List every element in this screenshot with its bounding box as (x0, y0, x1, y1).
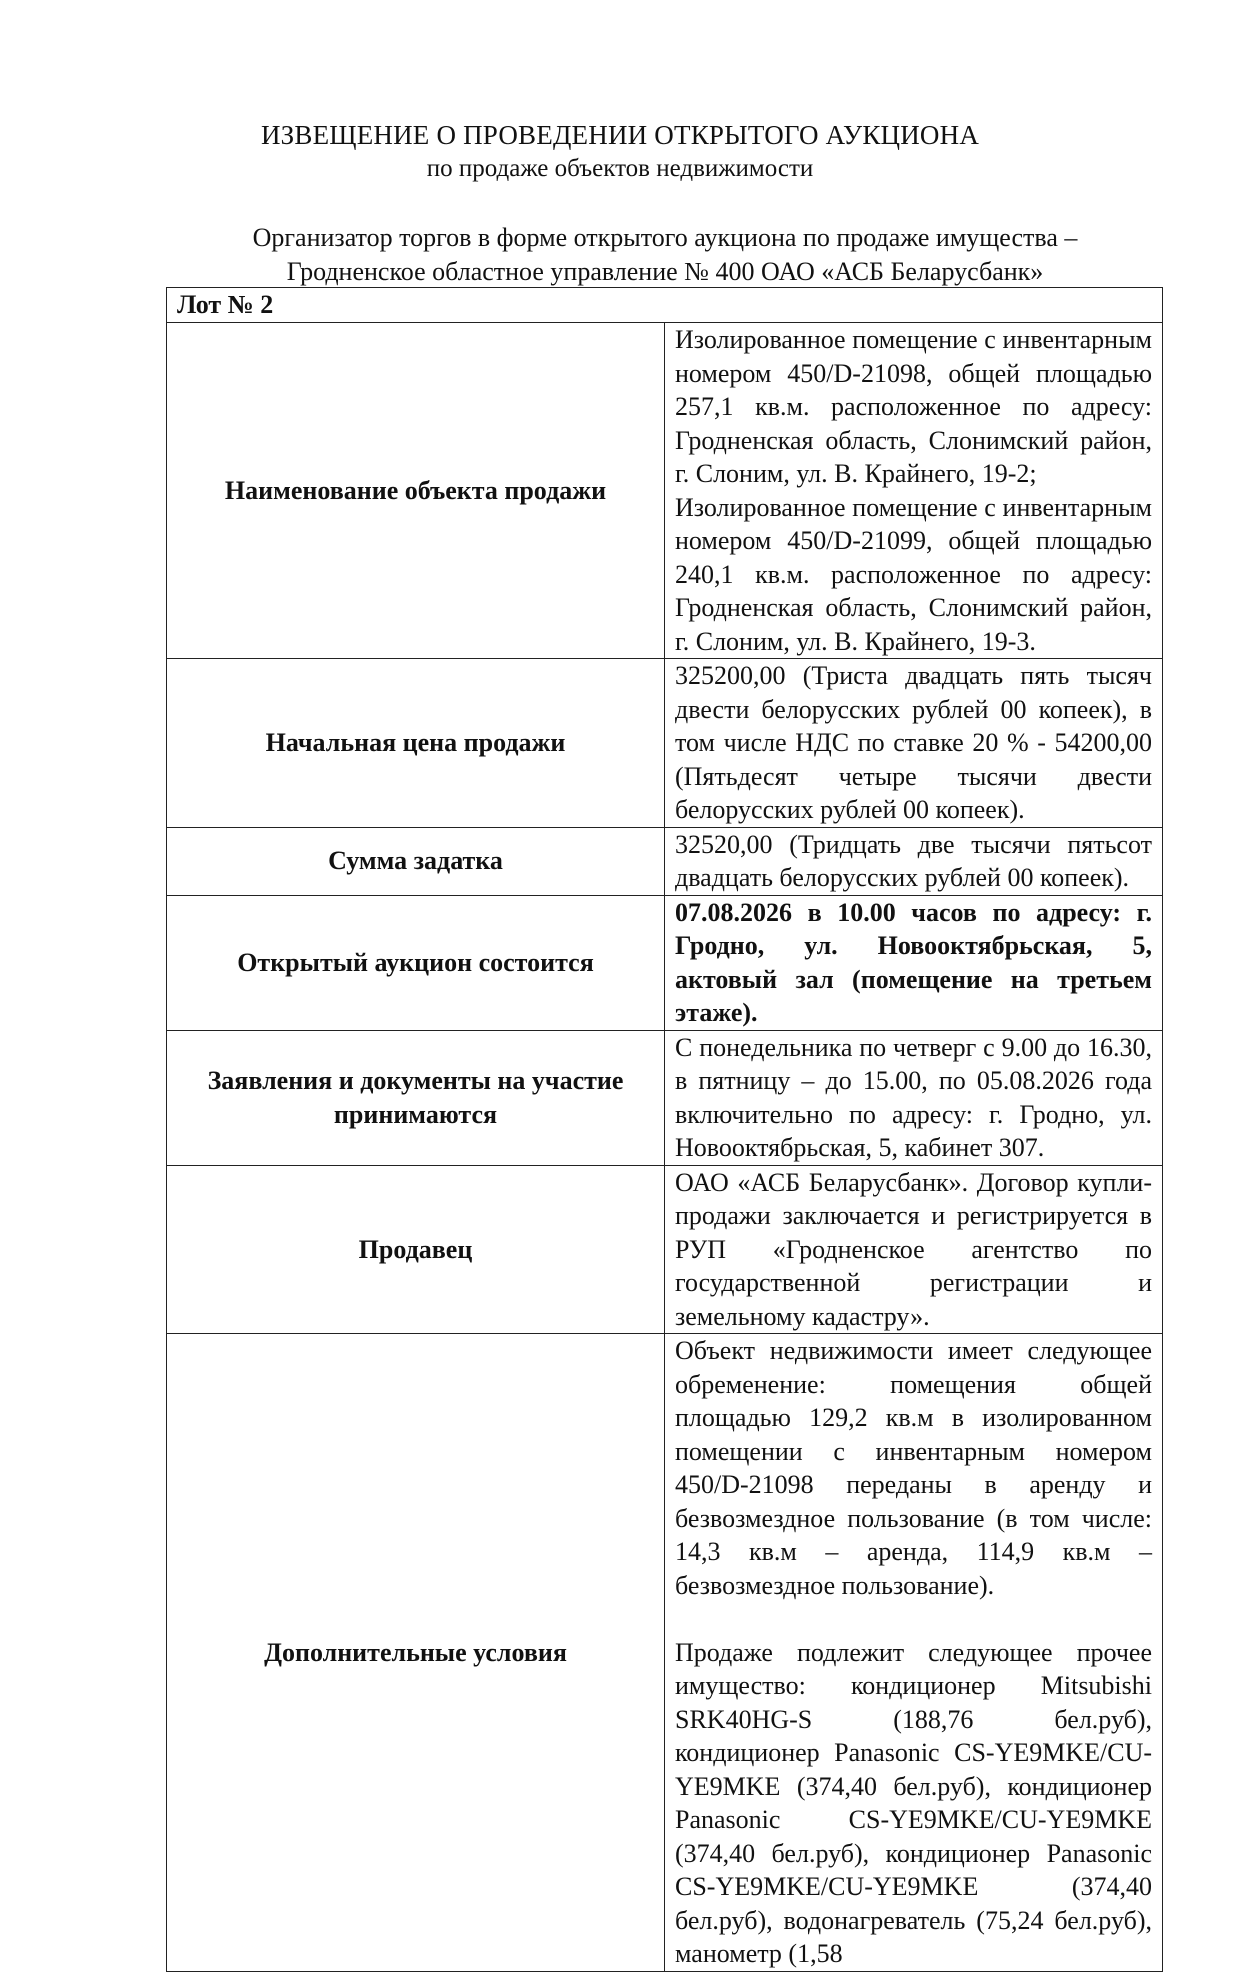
table-row (167, 1165, 1163, 1334)
row-label-additional-terms: Дополнительные условия (167, 1334, 665, 1972)
other-property-text: Продаже подлежит следующее прочее имущество: кондиционер Mitsubishi SRK40HG-S (188,76 бел.руб), кондиционер Panasonic CS-YE9MKE/CU-YE9MKE (374,40 бел.руб), кондиционер Panasonic CS-YE9MKE/CU-YE9MKE (374,40 бел.руб), кондиционер Panasonic CS-YE9MKE/CU-YE9MKE (374,40 бел.руб), водонагреватель (75,24 бел.руб), манометр (1,58 (675, 1637, 1152, 1968)
row-label-start-price: Начальная цена продажи (167, 659, 665, 828)
organizer-line-1: Организатор торгов в форме открытого аукциона по продаже имущества – (252, 223, 1078, 252)
lot-number: Лот № 2 (167, 288, 1163, 323)
paragraph-gap (675, 1602, 1152, 1636)
encumbrance-text: Объект недвижимости имеет следующее обременение: помещения общей площадью 129,2 кв.м в изолированном помещении с инвентарным номером 450/D-21098 переданы в аренду и безвозмездное пользование (в том числе: 14,3 кв.м – аренда, 114,9 кв.м – безвозмездное пользование). (675, 1336, 1152, 1600)
row-value-applications: С понедельника по четверг с 9.00 до 16.30, в пятницу – до 15.00, по 05.08.2026 года включительно по адресу: г. Гродно, ул. Новооктябрьская, 5, кабинет 307. (665, 1030, 1163, 1165)
organizer-info (165, 221, 1165, 289)
table-row (167, 659, 1163, 828)
row-label-auction-date: Открытый аукцион состоится (167, 895, 665, 1030)
row-label-seller: Продавец (167, 1165, 665, 1334)
row-value-auction-date: 07.08.2026 в 10.00 часов по адресу: г. Гродно, ул. Новооктябрьская, 5, актовый зал (помещение на третьем этаже). (665, 895, 1163, 1030)
row-value-seller: ОАО «АСБ Беларусбанк». Договор купли-продажи заключается и регистрируется в РУП «Гродненское агентство по государственной регистрации и земельному кадастру». (665, 1165, 1163, 1334)
row-value-additional-terms (665, 1334, 1163, 1972)
table-row (167, 827, 1163, 895)
organizer-line-2: Гродненское областное управление № 400 ОАО «АСБ Беларусбанк» (286, 257, 1044, 286)
row-value-deposit: 32520,00 (Тридцать две тысячи пятьсот двадцать белорусских рублей 00 копеек). (665, 827, 1163, 895)
object-1-description: Изолированное помещение с инвентарным номером 450/D-21098, общей площадью 257,1 кв.м. расположенное по адресу: Гродненская область, Слонимский район, г. Слоним, ул. В. Крайнего, 19-2; (675, 325, 1152, 488)
lot-table (166, 287, 1163, 1972)
table-row (167, 323, 1163, 659)
table-row (167, 895, 1163, 1030)
row-value-start-price: 325200,00 (Триста двадцать пять тысяч двести белорусских рублей 00 копеек), в том числе НДС по ставке 20 % - 54200,00 (Пятьдесят четыре тысячи двести белорусских рублей 00 копеек). (665, 659, 1163, 828)
table-row (167, 1334, 1163, 1972)
document-subtitle: по продаже объектов недвижимости (426, 155, 814, 182)
object-2-description: Изолированное помещение с инвентарным номером 450/D-21099, общей площадью 240,1 кв.м. расположенное по адресу: Гродненская область, Слонимский район, г. Слоним, ул. В. Крайнего, 19-3. (675, 492, 1152, 656)
lot-header-row (167, 288, 1163, 323)
document-title: ИЗВЕЩЕНИЕ О ПРОВЕДЕНИИ ОТКРЫТОГО АУКЦИОНА (260, 120, 980, 150)
row-label-object-name: Наименование объекта продажи (167, 323, 665, 659)
table-row (167, 1030, 1163, 1165)
row-label-deposit: Сумма задатка (167, 827, 665, 895)
row-value-object-name (665, 323, 1163, 659)
row-label-applications: Заявления и документы на участие принимаются (167, 1030, 665, 1165)
